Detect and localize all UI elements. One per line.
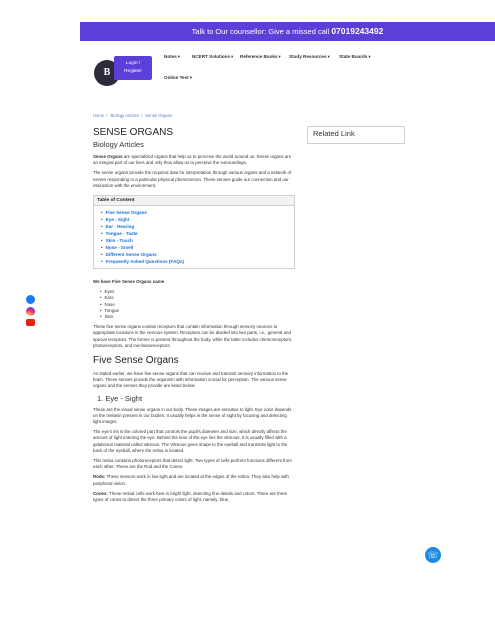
counsellor-banner[interactable] — [80, 22, 495, 41]
list-item: • Eyes — [100, 289, 295, 295]
chevron-down-icon: ▾ — [177, 54, 181, 59]
section-heading: Five Sense Organs — [93, 355, 179, 367]
paragraph: These five sense organs contain receptors that contain information through sensory neurons to appropriate locations in the nervous system. Receptors can be divided into two parts, i.e., general and special receptors. The former is present throughout the body, while the latter includes chemoreceptors, photoreceptors, and mechanoreceptors. — [93, 324, 293, 348]
toc-link[interactable]: • Five Sense Organs — [101, 209, 294, 216]
toc-link[interactable]: • Tongue - Taste — [101, 230, 294, 237]
breadcrumb-home[interactable]: Home — [93, 113, 105, 118]
chevron-down-icon: ▾ — [327, 54, 330, 59]
breadcrumb: Home / Biology Articles / Sense Organs — [93, 113, 173, 118]
subsection-heading: 1. Eye - Sight — [97, 393, 143, 403]
paragraph: The sense organs provide the required data for interpretation through various organs and a network of nerves responding to a particular physical phenomenon. These senses guide our connection and our interaction with the environment. — [93, 170, 292, 188]
breadcrumb-section[interactable]: Biology Articles — [110, 113, 139, 118]
toc-link[interactable]: • Skin - Touch — [101, 237, 294, 244]
paragraph: This retina contains photoreceptors that detect light. Two types of cells perform functions different from each other. These are the Rod and the Cones. — [93, 458, 292, 470]
sense-organ-list — [93, 289, 295, 320]
nav-online-test[interactable]: Online Test▾ — [164, 75, 192, 80]
toc-link[interactable]: • Different Sense Organs — [101, 251, 294, 258]
toc-title: Table of Content — [94, 196, 294, 206]
toc-link[interactable]: • Frequently Asked Questions (FAQs) — [101, 258, 294, 265]
rods-paragraph: Rods: These sensors work in low light and are located at the edges of the retina. They also help with peripheral vision. — [93, 474, 289, 486]
nav-study-resources[interactable]: Study Resources▾ — [289, 54, 330, 59]
toc-link[interactable]: • Nose - Smell — [101, 244, 294, 251]
chevron-down-icon: ▾ — [278, 54, 281, 59]
breadcrumb-current: Sense Organs — [145, 113, 173, 118]
banner-text: Talk to Our counsellor: Give a missed call — [191, 27, 330, 36]
related-link-title: Related Link — [313, 129, 355, 138]
chevron-down-icon: ▾ — [189, 75, 192, 80]
list-item: • Skin — [100, 314, 295, 320]
nav-ncert-solutions[interactable]: NCERT Solutions▾ — [192, 54, 234, 59]
nav-state-boards[interactable]: State Boards▾ — [339, 54, 371, 59]
list-item: • Tongue — [100, 308, 295, 314]
register-label: Register — [124, 69, 142, 74]
site-logo[interactable]: B — [94, 60, 120, 86]
list-item: • Nose — [100, 302, 295, 308]
article-body — [93, 127, 295, 507]
toc-link[interactable]: • Ear - Hearing — [101, 223, 294, 230]
youtube-icon[interactable] — [26, 319, 35, 326]
facebook-icon[interactable] — [26, 295, 35, 304]
chevron-down-icon: ▾ — [231, 54, 234, 59]
nav-notes[interactable]: Notes▾ — [164, 54, 181, 59]
toc-link[interactable]: • Eye - Sight — [101, 216, 294, 223]
list-item: • Ears — [100, 295, 295, 301]
table-of-content — [93, 195, 295, 269]
login-label: Login / — [125, 61, 141, 66]
instagram-icon[interactable] — [26, 307, 35, 316]
related-link-box — [307, 126, 405, 144]
paragraph: These are the visual sense organs in our body. These images are sensitive to light. Eye color depends on the melanin present in our bodies. It usually helps in the sense of sight by focusing and detecting light images. — [93, 406, 292, 425]
nav-reference-books[interactable]: Reference Books▾ — [240, 54, 281, 59]
paragraph: As stated earlier, we have five sense organs that can receive and transmit sensory information to the brain. These senses provide the organism with information crucial for perception. The various sense organs and the senses they provide are listed below: — [93, 371, 289, 389]
page-title: SENSE ORGANS — [93, 127, 174, 138]
login-register-button[interactable] — [114, 56, 152, 80]
intro-paragraph: Sense Organs are specialized organs that help us to perceive the world around us. Sense organs are an integral part of our lives and only thus allow us to perceive the surroundings. — [93, 154, 292, 166]
five-organs-heading: We have Five Sense Organs name — [93, 279, 165, 285]
paragraph: The eye's iris is the colored part that controls the pupil's diameter and size, which directly affects the amount of light entering the eye. Behind the lens of the eye lies the vitreous. It is usually filled with a gelatinous material called vitreous. The Vitreous gives shape to the eyeball and transmits light to the back of the eyeball, where the retina is located. — [93, 429, 288, 453]
chat-help-icon[interactable]: ☏ — [425, 547, 441, 563]
social-share-bar — [24, 295, 38, 335]
chevron-down-icon: ▾ — [368, 54, 371, 59]
page-subtitle: Biology Articles — [93, 140, 144, 149]
cones-paragraph: Cones: These retinal cells work best in bright light, detecting fine details and colors. There are three types of cones to detect the three primary colors of light, namely: blue, — [93, 490, 288, 503]
banner-phone[interactable]: 07019243492 — [331, 26, 384, 36]
